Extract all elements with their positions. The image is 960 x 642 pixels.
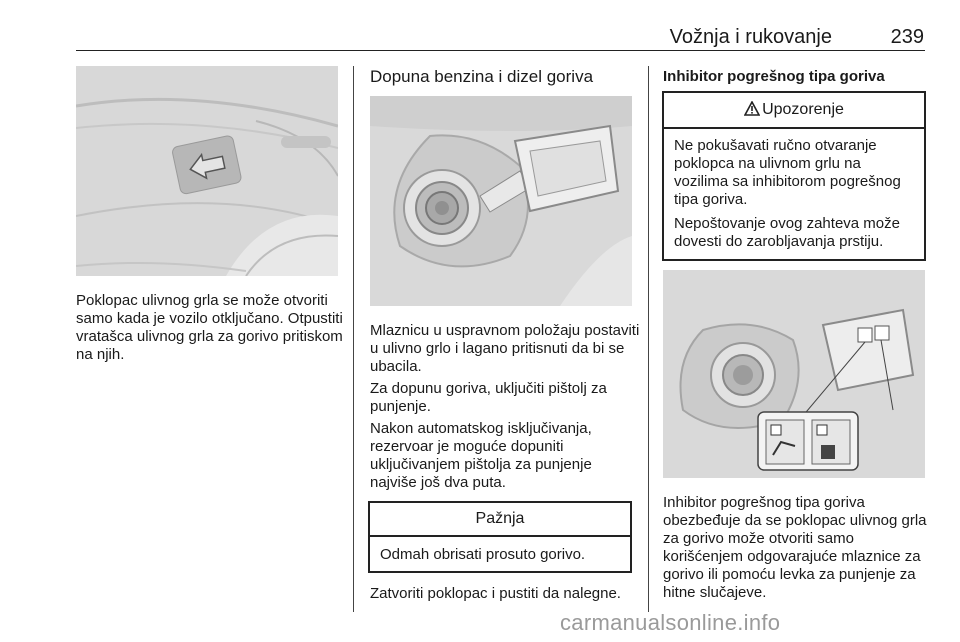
misfuel-inhibitor-image <box>663 270 925 478</box>
warning-title: Upozorenje <box>762 101 844 118</box>
col2-paragraph-3: Nakon automatskog isključivanja, rezervoar je moguće dopuniti uključivanjem pištolja za punjenje najviše još dva puta. <box>370 420 592 491</box>
warning-triangle-icon <box>744 95 760 129</box>
col2-paragraph-2: Za dopunu goriva, uključiti pištolj za punjenje. <box>370 380 607 415</box>
warning-paragraph-1: Ne pokušavati ručno otvaranje poklopca na ulivnom grlu na vozilima sa inhibitorom pogrešnog tipa goriva. <box>674 137 901 208</box>
notice-text: Odmah obrisati prosuto gorivo. <box>380 546 586 563</box>
watermark: carmanualsonline.info <box>560 610 781 635</box>
header-rule <box>76 50 925 51</box>
col2-closing: Zatvoriti poklopac i pustiti da nalegne. <box>370 585 621 602</box>
warning-box <box>662 91 926 261</box>
column-divider-2 <box>648 66 649 612</box>
column-divider-1 <box>353 66 354 612</box>
col3-heading: Inhibitor pogrešnog tipa goriva <box>663 68 885 85</box>
open-fuel-filler-image <box>370 96 632 306</box>
col3-paragraph: Inhibitor pogrešnog tipa goriva obezbeđuje da se poklopac ulivnog grla za gorivo može otvoriti samo korišćenjem odgovarajuće mlaznice za gorivo ili pomoću levka za punjenje za hitne slučajeve. <box>663 494 927 601</box>
col2-paragraph-1: Mlaznicu u uspravnom položaju postaviti u ulivno grlo i lagano pritisnuti da bi se ubacila. <box>370 322 640 375</box>
fuel-door-car-image <box>76 66 338 276</box>
page-title: Vožnja i rukovanje <box>669 26 832 48</box>
col2-heading: Dopuna benzina i dizel goriva <box>370 67 594 86</box>
warning-header <box>664 93 924 129</box>
notice-box <box>368 501 632 573</box>
page-number: 239 <box>890 26 924 48</box>
col1-paragraph: Poklopac ulivnog grla se može otvoriti samo kada je vozilo otključano. Otpustiti vratašca ulivnog grla za gorivo pritiskom na njih. <box>76 292 343 363</box>
notice-title: Pažnja <box>370 503 630 537</box>
warning-paragraph-2: Nepoštovanje ovog zahteva može dovesti do zarobljavanja prstiju. <box>674 215 900 250</box>
